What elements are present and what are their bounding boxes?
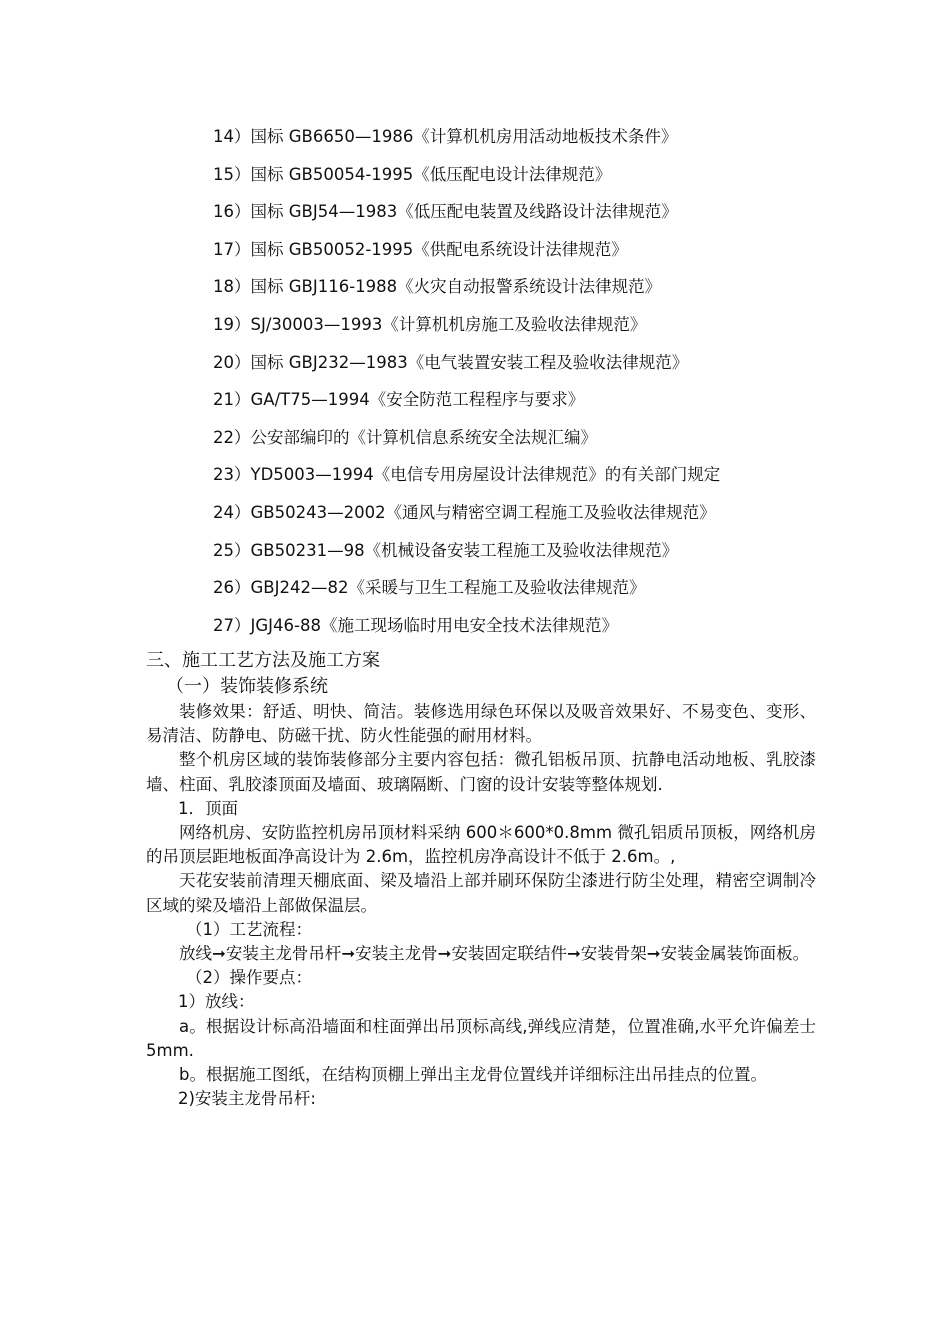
list-item: 24）GB50243—2002《通风与精密空调工程施工及验收法律规范》: [213, 502, 716, 522]
standards-list: [213, 124, 893, 650]
step-2-title: 2)安装主龙骨吊杆:: [178, 1089, 316, 1109]
list-item: 27）JGJ46-88《施工现场临时用电安全技术法律规范》: [213, 615, 618, 635]
list-item: 17）国标 GB50052-1995《供配电系统设计法律规范》: [213, 239, 628, 259]
list-item: 22）公安部编印的《计算机信息系统安全法规汇编》: [213, 427, 597, 447]
section-body: [146, 648, 816, 1111]
step-1-title: 1）放线：: [178, 992, 255, 1012]
paragraph-decoration-scope: 整个机房区域的装饰装修部分主要内容包括：微孔铝板吊顶、抗静电活动地板、乳胶漆墙、柱面、乳胶漆顶面及墙面、玻璃隔断、门窗的设计安装等整体规划.: [146, 750, 816, 794]
list-item: 15）国标 GB50054-1995《低压配电设计法律规范》: [213, 164, 612, 184]
list-item: 18）国标 GBJ116-1988《火灾自动报警系统设计法律规范》: [213, 277, 662, 297]
paragraph-step-b: b。根据施工图纸，在结构顶棚上弹出主龙骨位置线并详细标注出吊挂点的位置。: [179, 1065, 767, 1085]
list-item: 19）SJ/30003—1993《计算机机房施工及验收法律规范》: [213, 314, 647, 334]
list-item: 20）国标 GBJ232—1983《电气装置安装工程及验收法律规范》: [213, 352, 689, 372]
subsection-heading: （一）装饰装修系统: [166, 676, 328, 697]
paragraph-ceiling-prep: 天花安装前清理天棚底面、梁及墙沿上部并刷环保防尘漆进行防尘处理，精密空调制冷区域的梁及墙沿上部做保温层。: [146, 871, 816, 915]
section-heading: 三、施工工艺方法及施工方案: [146, 650, 380, 671]
list-item: 14）国标 GB6650—1986《计算机机房用活动地板技术条件》: [213, 127, 678, 146]
paragraph-ceiling-material: 网络机房、安防监控机房吊顶材料采纳 600＊600*0.8mm 微孔铝质吊顶板，网络机房的吊顶层距地板面净高设计为 2.6m，监控机房净高设计不低于 2.6m。,: [146, 823, 816, 867]
list-item: 16）国标 GBJ54—1983《低压配电装置及线路设计法律规范》: [213, 202, 678, 222]
process-title: （1）工艺流程：: [186, 919, 312, 939]
points-title: （2）操作要点：: [186, 968, 312, 988]
list-item: 25）GB50231—98《机械设备安装工程施工及验收法律规范》: [213, 540, 679, 560]
list-item: 26）GBJ242—82《采暖与卫生工程施工及验收法律规范》: [213, 578, 646, 598]
list-item: 21）GA/T75—1994《安全防范工程程序与要求》: [213, 390, 585, 410]
list-item: 23）YD5003—1994《电信专用房屋设计法律规范》的有关部门规定: [213, 465, 721, 485]
item-ceiling-heading: 1．顶面: [178, 798, 238, 818]
paragraph-process-flow: 放线➞安装主龙骨吊杆➞安装主龙骨➞安装固定联结件➞安装骨架➞安装金属装饰面板。: [179, 944, 810, 964]
paragraph-step-a: a。根据设计标高沿墙面和柱面弹出吊顶标高线,弹线应清楚，位置准确,水平允许偏差士 5mm.: [146, 1016, 816, 1060]
paragraph-decoration-effect: 装修效果：舒适、明快、简洁。装修选用绿色环保以及吸音效果好、不易变色、变形、易清洁、防静电、防磁干扰、防火性能强的耐用材料。: [146, 702, 816, 746]
